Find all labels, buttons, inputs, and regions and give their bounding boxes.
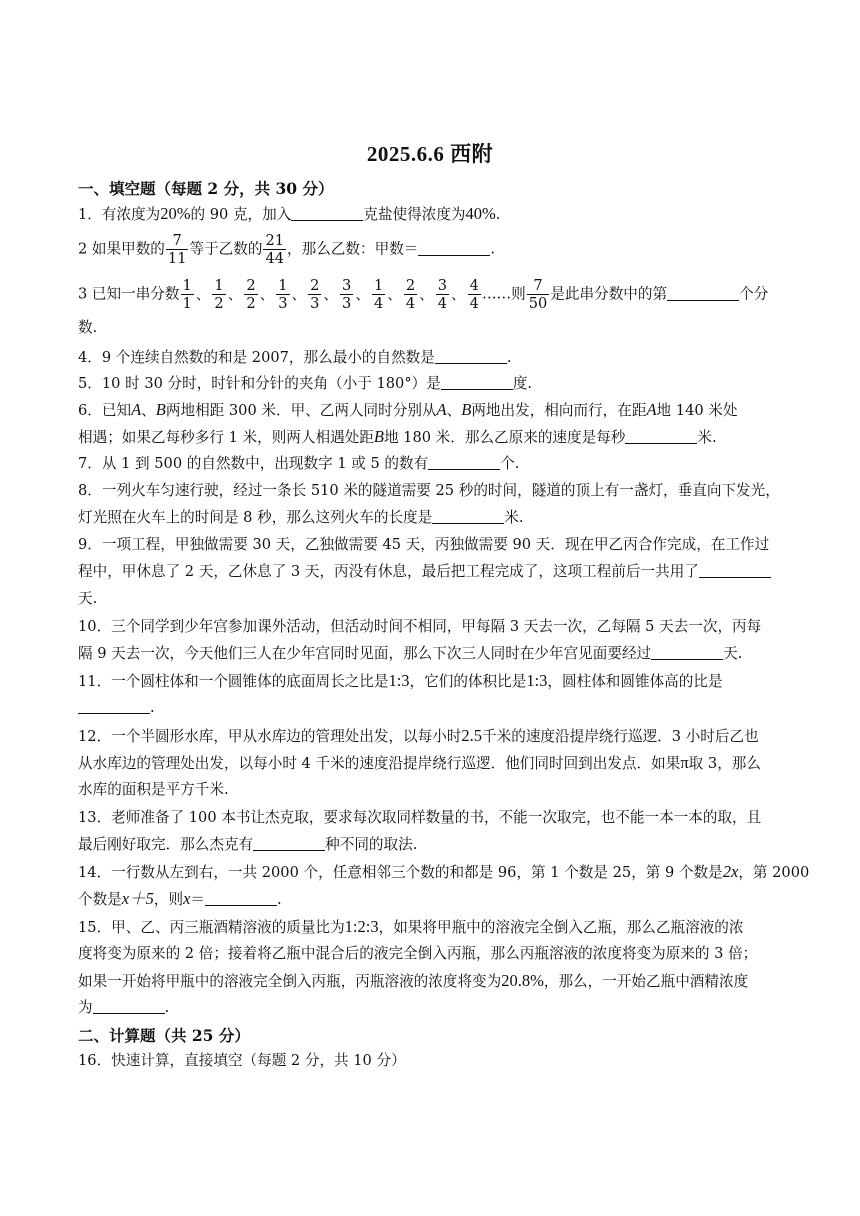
question-2: 2 如果甲数的 $\frac{7}{11}$ 等于乙数的 $\frac{21}{44}$ ，那么乙数：甲数＝ .	[78, 232, 496, 267]
separator: 、	[195, 285, 211, 303]
separator: 、	[451, 285, 466, 303]
question-7: 7．从 1 到 500 的自然数中，出现数字 1 或 5 的数有 个.	[78, 455, 520, 472]
question-4: 4．9 个连续自然数的和是 2007，那么最小的自然数是 .	[78, 349, 512, 366]
fraction: $\frac{7}{11}$	[167, 232, 187, 267]
fraction-sequence	[180, 277, 482, 312]
answer-blank	[667, 285, 739, 301]
question-6: 6．已知A、B两地相距 300 米．甲、乙两人同时分别从A、B两地出发，相向而行，在距A地 140 米处	[78, 400, 738, 419]
answer-blank	[441, 374, 513, 390]
question-3: 3 已知一串分数 $\frac{1}{1}$ 、 $\frac{1}{2}$ 、 $\frac{2}{2}$ 、 $\frac{1}{3}$ 、 $\frac{2}{3}$ 、 $\frac{3}{3}$ 、 $\frac{1}{4}$ 、 $\frac{2}{4}$ 、 $\frac{3}{4}$ 、 $\frac{4}{4}$ ……则 $\frac{7}{50}$ 是此串分数中的第 个分	[78, 277, 769, 312]
separator: 、	[387, 285, 402, 303]
answer-blank	[253, 835, 325, 851]
question-15-cont: 度将变为原来的 2 倍；接着将乙瓶中混合后的液完全倒入丙瓶，那么丙瓶溶液的浓度将变为原来的 3 倍；	[78, 945, 758, 962]
fraction: $\frac{1}{4}$	[373, 277, 384, 312]
fraction: $\frac{1}{3}$	[278, 277, 288, 312]
answer-blank	[428, 454, 500, 470]
question-15: 15．甲、乙、丙三瓶酒精溶液的质量比为1:2:3，如果将甲瓶中的溶液完全倒入乙瓶，那么乙瓶溶液的浓	[78, 917, 744, 936]
question-1: 1．有浓度为20%的 90 克，加入 克盐使得浓度为40%.	[78, 204, 501, 223]
fraction: $\frac{2}{2}$	[246, 277, 256, 312]
fraction: $\frac{2}{4}$	[405, 277, 416, 312]
section-heading-fill-in: 一、填空题（每题 2 分，共 30 分）	[78, 179, 334, 198]
question-16: 16．快速计算，直接填空（每题 2 分，共 10 分）	[78, 1052, 406, 1069]
question-8-cont: 灯光照在火车上的时间是 8 秒，那么这列火车的长度是 米.	[78, 509, 524, 526]
question-14: 14．一行数从左到右，一共 2000 个，任意相邻三个数的和都是 96，第 1 个数是 25，第 9 个数是2x，第 2000	[78, 862, 810, 881]
answer-blank	[78, 698, 150, 714]
question-9: 9．一项工程，甲独做需要 30 天，乙独做需要 45 天，丙独做需要 90 天．现在甲乙丙合作完成，在工作过	[78, 536, 770, 553]
question-10: 10．三个同学到少年宫参加课外活动，但活动时间不相同，甲每隔 3 天去一次，乙每隔 5 天去一次，丙每	[78, 618, 762, 635]
question-5: 5．10 时 30 分时，时针和分针的夹角（小于 180°）是 度.	[78, 375, 533, 392]
answer-blank	[205, 890, 277, 906]
fraction: $\frac{3}{4}$	[437, 277, 448, 312]
question-13-cont: 最后刚好取完．那么杰克有 种不同的取法.	[78, 836, 418, 853]
question-9-cont2: 天.	[78, 590, 98, 607]
separator: 、	[291, 285, 307, 303]
fraction: $\frac{1}{2}$	[214, 277, 224, 312]
separator: 、	[355, 285, 370, 303]
fraction: $\frac{3}{3}$	[342, 277, 352, 312]
question-15-cont2: 如果一开始将甲瓶中的溶液完全倒入丙瓶，丙瓶溶液的浓度将变为20.8%，那么，一开始乙瓶中酒精浓度	[78, 971, 749, 990]
answer-blank	[625, 428, 697, 444]
question-11-cont: .	[78, 698, 784, 718]
answer-blank	[93, 998, 165, 1014]
question-12-cont: 从水库边的管理处出发，以每小时 4 千米的速度沿提岸绕行巡逻．他们同时回到出发点．如果π取 3，那么	[78, 753, 761, 772]
question-12-cont2: 水库的面积是平方千米.	[78, 781, 229, 798]
answer-blank	[699, 562, 771, 578]
question-6-cont: 相遇；如果乙每秒多行 1 米，则两人相遇处距B地 180 米．那么乙原来的速度是每秒 米.	[78, 427, 717, 446]
question-14-cont: 个数是x＋5，则x＝ .	[78, 889, 282, 908]
fraction: $\frac{21}{44}$	[265, 232, 285, 267]
question-12: 12．一个半圆形水库，甲从水库边的管理处出发，以每小时2.5千米的速度沿提岸绕行巡逻．3 小时后乙也	[78, 726, 759, 745]
page-title: 2025.6.6 西附	[366, 142, 494, 166]
separator: 、	[259, 285, 275, 303]
section-heading-calculation: 二、计算题（共 25 分）	[78, 1026, 250, 1045]
separator: 、	[419, 285, 434, 303]
question-13: 13．老师准备了 100 本书让杰克取，要求每次取同样数量的书，不能一次取完，也不能一本一本的取，且	[78, 809, 762, 826]
answer-blank	[435, 348, 507, 364]
question-9-cont: 程中，甲休息了 2 天，乙休息了 3 天，丙没有休息，最后把工程完成了，这项工程前后一共用了	[78, 562, 784, 582]
answer-blank	[291, 205, 363, 221]
fraction: $\frac{1}{1}$	[182, 277, 192, 312]
question-8: 8．一列火车匀速行驶，经过一条长 510 米的隧道需要 25 秒的时间，隧道的顶上有一盏灯，垂直向下发光，	[78, 482, 780, 499]
separator: 、	[323, 285, 339, 303]
separator: 、	[227, 285, 243, 303]
question-3-cont: 数.	[78, 319, 98, 336]
fraction: $\frac{4}{4}$	[469, 277, 479, 312]
fraction: $\frac{7}{50}$	[528, 277, 548, 312]
question-11: 11．一个圆柱体和一个圆锥体的底面周长之比是1:3，它们的体积比是1:3，圆柱体和圆锥体高的比是	[78, 671, 723, 690]
fraction: $\frac{2}{3}$	[310, 277, 320, 312]
answer-blank	[418, 240, 490, 256]
answer-blank	[432, 508, 504, 524]
answer-blank	[651, 644, 723, 660]
question-15-cont3: 为 .	[78, 999, 170, 1016]
question-10-cont: 隔 9 天去一次，今天他们三人在少年宫同时见面，那么下次三人同时在少年宫见面要经过 天.	[78, 645, 743, 662]
